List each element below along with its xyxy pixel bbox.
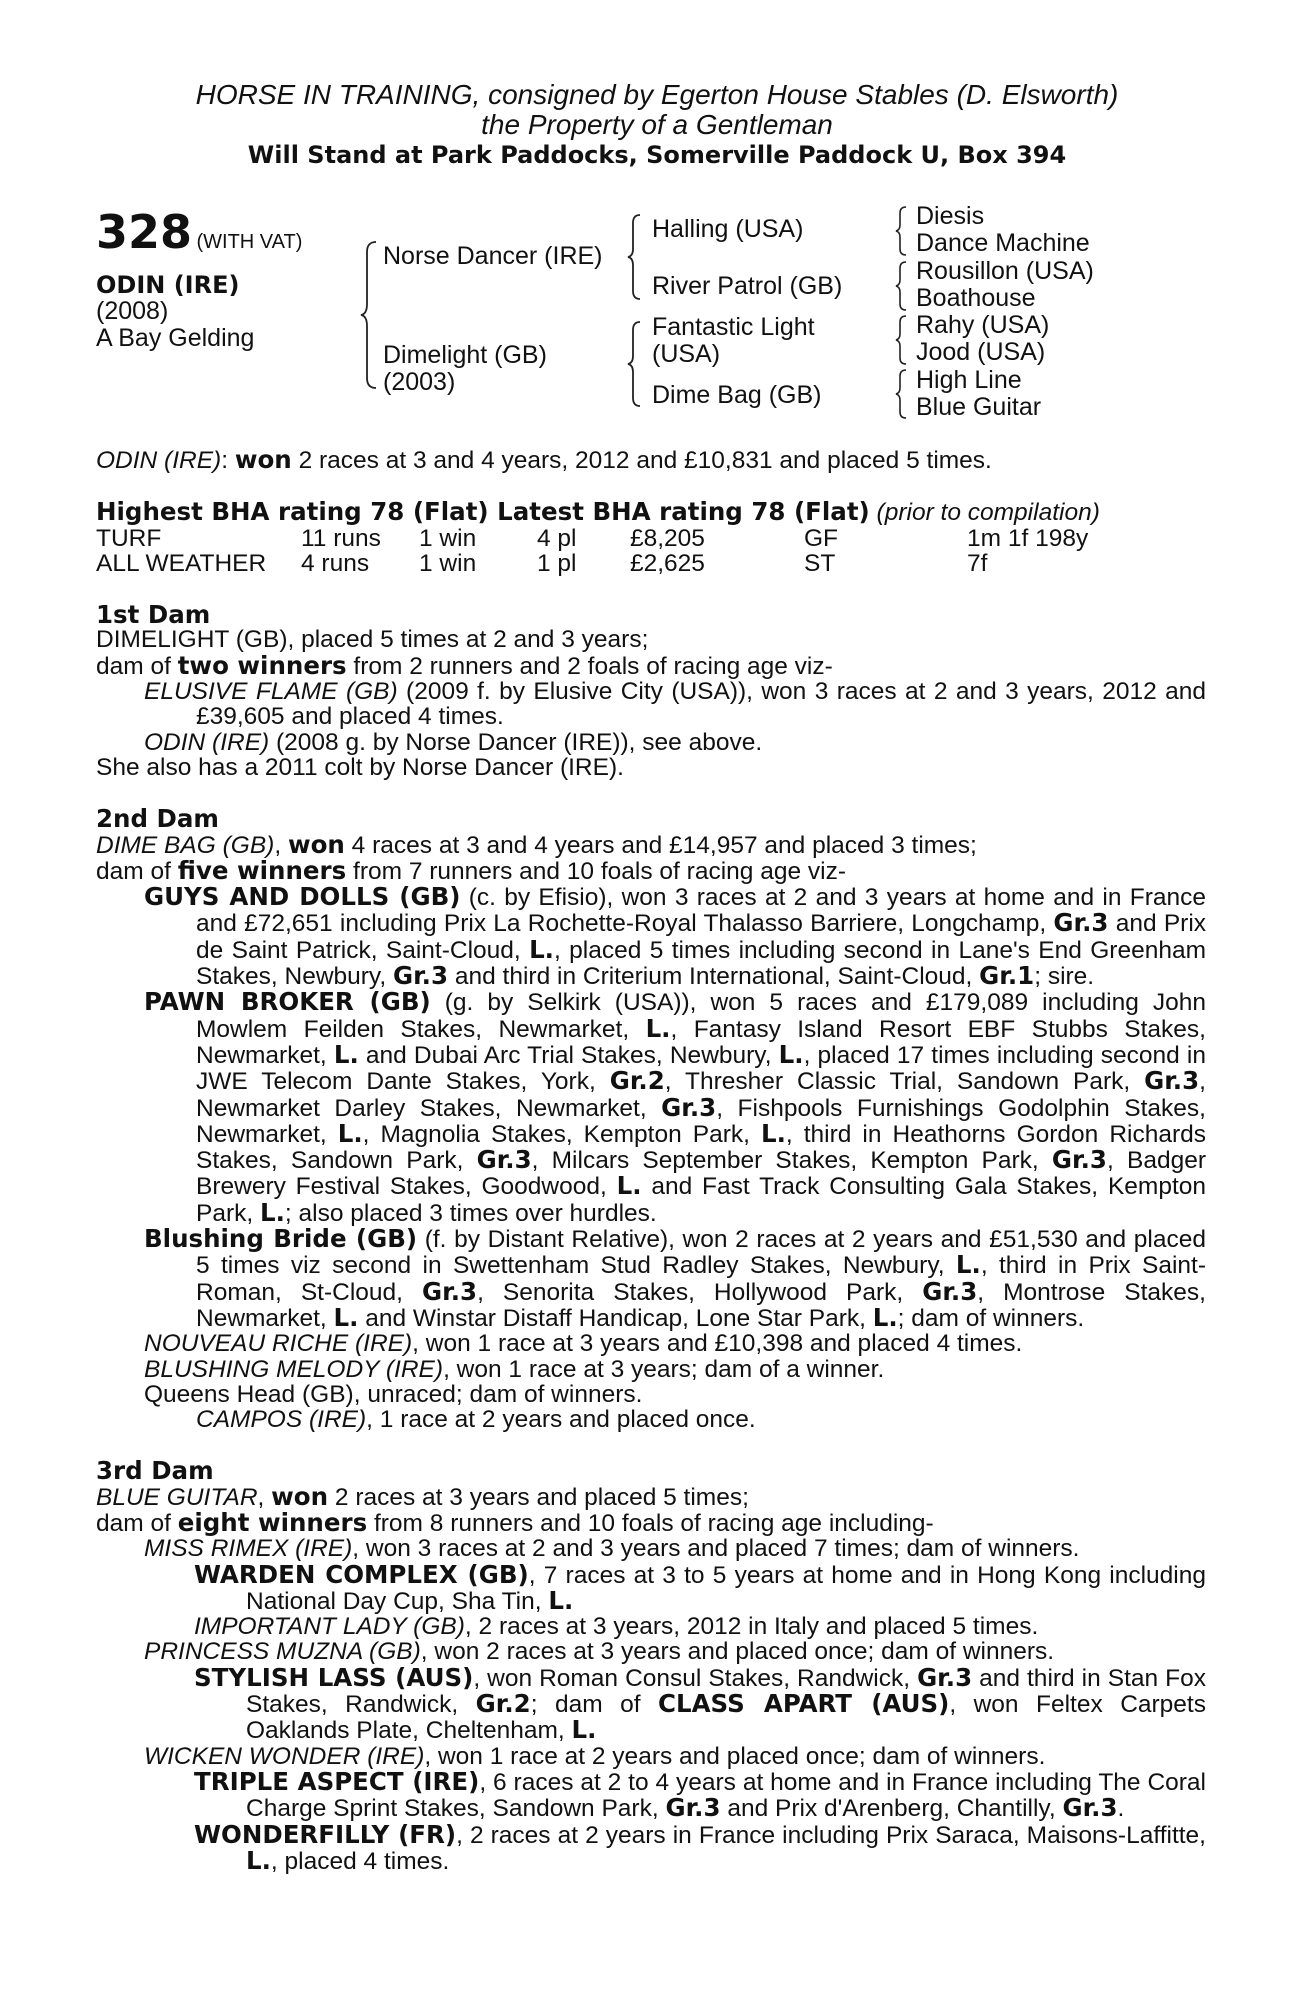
pedigree-gg: Diesis [916,202,985,230]
produce-entry: MISS RIMEX (IRE), won 3 races at 2 and 3 years and placed 7 times; dam of winners. [144,1535,1080,1563]
third-dam-produce: dam of eight winners from 8 runners and 10 foals of racing age including- [96,1507,934,1537]
produce-entry: CAMPOS (IRE), 1 race at 2 years and placed once. [196,1406,756,1434]
pedigree-gg: Rousillon (USA) [916,257,1094,285]
property-line: the Property of a Gentleman [481,109,833,140]
pedigree-brace-dam [627,320,643,408]
consignor-line: HORSE IN TRAINING, consigned by Egerton House Stables (D. Elsworth) [195,79,1119,110]
pedigree-brace-gg3 [895,314,909,366]
pedigree-brace-sire [627,213,643,301]
horse-description: A Bay Gelding [96,324,255,352]
pedigree-dam-sire-1: Fantastic Light [652,313,815,341]
location-line: Will Stand at Park Paddocks, Somerville Paddock U, Box 394 [247,141,1067,169]
pedigree-sire: Norse Dancer (IRE) [383,242,603,270]
produce-entry: NOUVEAU RICHE (IRE), won 1 race at 3 years and £10,398 and placed 4 times. [144,1330,1023,1358]
race-summary: ODIN (IRE): won 2 races at 3 and 4 years, 2012 and £10,831 and placed 5 times. [96,445,992,474]
pedigree-brace-gg1 [895,205,909,257]
performance-table [96,526,1088,577]
produce-entry: BLUSHING MELODY (IRE), won 1 race at 3 years; dam of a winner. [144,1355,885,1383]
pedigree-gg: High Line [916,366,1022,394]
first-dam-heading: 1st Dam [96,600,211,630]
ratings-heading: Highest BHA rating 78 (Flat) Latest BHA rating 78 (Flat) (prior to compilation) [96,497,1100,527]
pedigree-gg: Rahy (USA) [916,311,1050,339]
first-dam-note: She also has a 2011 colt by Norse Dancer (IRE). [96,753,624,781]
catalogue-body [96,447,1206,1874]
produce-entry: STYLISH LASS (AUS), won Roman Consul Stakes, Randwick, Gr.3 and third in Stan Fox Stakes, Randwick, Gr.2; dam of CLASS APART (AUS), won Feltex Carpets Oaklands Plate, Cheltenham, L. [194,1662,1206,1745]
pedigree-gg: Blue Guitar [916,393,1042,421]
foaling-year: (2008) [96,297,169,325]
produce-entry: PAWN BROKER (GB) (g. by Selkirk (USA)), won 5 races and £179,089 including John Mowlem Feilden Stakes, Newmarket, L., Fantasy Island Resort EBF Stubbs Stakes, Newmarket, L. and Dubai Arc Trial Stakes, Newbury, L., placed 17 times including second in JWE Telecom Dante Stakes, York, Gr.2, Thresher Classic Trial, Sandown Park, Gr.3, Newmarket Darley Stakes, Newmarket, Gr.3, Fishpools Furnishings Godolphin Stakes, Newmarket, L., Magnolia Stakes, Kempton Park, L., third in Heathorns Gordon Richards Stakes, Sandown Park, Gr.3, Milcars September Stakes, Kempton Park, Gr.3, Badger Brewery Festival Stakes, Goodwood, L. and Fast Track Consulting Gala Stakes, Kempton Park, L.; also placed 3 times over hurdles. [144,987,1207,1227]
pedigree-brace-gg2 [895,260,909,312]
produce-entry: ELUSIVE FLAME (GB) (2009 f. by Elusive City (USA)), won 3 races at 2 and 3 years, 2012 and £39,605 and placed 4 times. [144,678,1206,731]
produce-entry: IMPORTANT LADY (GB), 2 races at 3 years, 2012 in Italy and placed 5 times. [194,1613,1039,1641]
second-dam-line: DIME BAG (GB), won 4 races at 3 and 4 years and £14,957 and placed 3 times; [96,829,977,859]
lot-number-block [96,207,302,257]
produce-entry: TRIPLE ASPECT (IRE), 6 races at 2 to 4 years at home and in France including The Coral Charge Sprint Stakes, Sandown Park, Gr.3 and Prix d'Arenberg, Chantilly, Gr.3. [194,1766,1206,1823]
pedigree-sire-sire: Halling (USA) [652,215,804,243]
vat-note: (WITH VAT) [196,231,303,253]
second-dam-heading: 2nd Dam [96,804,219,834]
pedigree-brace-gg4 [895,368,909,420]
pedigree-brace-main [360,240,380,390]
produce-entry: WARDEN COMPLEX (GB), 7 races at 3 to 5 years at home and in Hong Kong including National Day Cup, Sha Tin, L. [194,1559,1207,1615]
produce-entry: GUYS AND DOLLS (GB) (c. by Efisio), won 3 races at 2 and 3 years at home and in France and £72,651 including Prix La Rochette-Royal Thalasso Barriere, Longchamp, Gr.3 and Prix de Saint Patrick, Saint-Cloud, L., placed 5 times including second in Lane's End Greenham Stakes, Newbury, Gr.3 and third in Criterium International, Saint-Cloud, Gr.1; sire. [144,882,1207,991]
pedigree-dam: Dimelight (GB) [383,341,547,369]
pedigree-sire-dam: River Patrol (GB) [652,272,843,300]
pedigree-dam-sire-2: (USA) [652,340,721,368]
produce-entry: Blushing Bride (GB) (f. by Distant Relative), won 2 races at 2 years and £51,530 and placed 5 times viz second in Swettenham Stud Radley Stakes, Newbury, L., third in Prix Saint-Roman, St-Cloud, Gr.3, Senorita Stakes, Hollywood Park, Gr.3, Montrose Stakes, Newmarket, L. and Winstar Distaff Handicap, Lone Star Park, L.; dam of winners. [144,1224,1206,1332]
first-dam-line: DIMELIGHT (GB), placed 5 times at 2 and 3 years; [96,626,649,654]
pedigree-dam-year: (2003) [383,368,456,396]
first-dam-produce: dam of two winners from 2 runners and 2 foals of racing age viz- [96,650,833,680]
produce-entry: Queens Head (GB), unraced; dam of winners. [144,1380,643,1408]
produce-entry: ODIN (IRE) (2008 g. by Norse Dancer (IRE)), see above. [144,728,763,756]
produce-entry: PRINCESS MUZNA (GB), won 2 races at 3 years and placed once; dam of winners. [144,1638,1055,1666]
lot-number: 328 [96,205,193,259]
produce-entry: WICKEN WONDER (IRE), won 1 race at 2 years and placed once; dam of winners. [144,1742,1046,1770]
third-dam-line: BLUE GUITAR, won 2 races at 3 years and placed 5 times; [96,1481,749,1511]
table-row: ALL WEATHER 4 runs 1 win 1 pl £2,625 ST 7f [96,549,988,577]
table-row: TURF 11 runs 1 win 4 pl £8,205 GF 1m 1f 198y [96,524,1089,552]
pedigree-gg: Dance Machine [916,229,1090,257]
third-dam-heading: 3rd Dam [96,1456,214,1486]
pedigree-gg: Boathouse [916,284,1036,312]
produce-entry: WONDERFILLY (FR), 2 races at 2 years in France including Prix Saraca, Maisons-Laffitte, L., placed 4 times. [194,1819,1206,1875]
pedigree-dam-dam: Dime Bag (GB) [652,381,822,409]
second-dam-produce: dam of five winners from 7 runners and 10 foals of racing age viz- [96,855,846,885]
pedigree-gg: Jood (USA) [916,338,1046,366]
horse-name: ODIN (IRE) [96,271,240,299]
